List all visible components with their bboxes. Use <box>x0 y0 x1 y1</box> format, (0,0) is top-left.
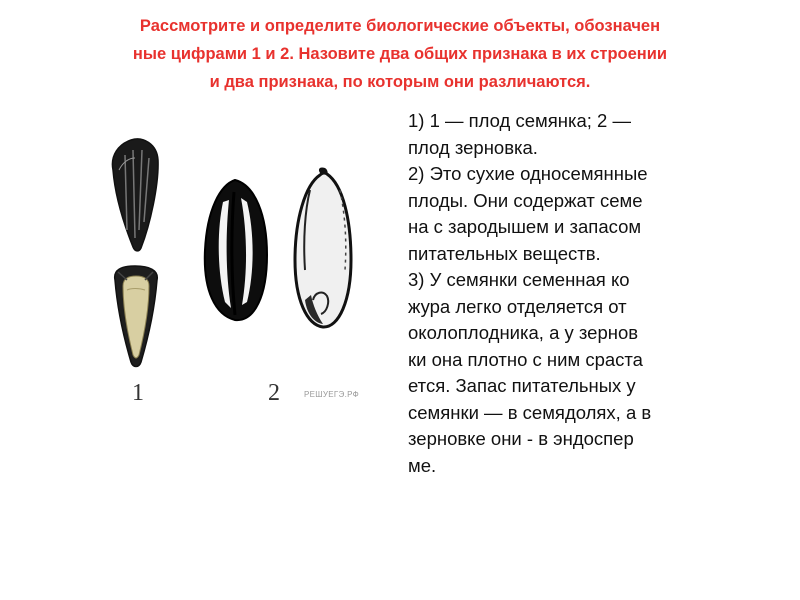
title-line-1: Рассмотрите и определите биологические объекты, обозначен <box>139 17 661 35</box>
achene-cut-drawing <box>115 266 158 367</box>
answer-line-1: 1) 1 — плод семянка; 2 — <box>408 110 631 131</box>
answer-line-7: 3) У семянки семенная ко <box>408 269 630 290</box>
answer-line-12: семянки — в семядолях, а в <box>408 401 652 423</box>
answer-line-4: плоды. Они содержат семе <box>408 189 643 211</box>
answer-line-2: плод зерновка. <box>408 136 538 158</box>
label-caryopsis: 2 <box>268 380 280 406</box>
answer-line-3: 2) Это сухие односемянные <box>408 163 648 184</box>
watermark: РЕШУЕГЭ.РФ <box>304 390 360 399</box>
title-line-3: и два признака, по которым они различаются. <box>209 73 591 91</box>
title-line-2: ные цифрами 1 и 2. Назовите два общих признака в их строении <box>132 45 668 63</box>
seed-figure <box>95 130 385 420</box>
answer-line-11: ется. Запас питательных у <box>408 375 636 396</box>
answer-line-9: околоплодника, а у зернов <box>408 322 639 343</box>
answer-line-13: зерновке они - в эндоспер <box>408 428 634 449</box>
label-achene: 1 <box>132 380 144 406</box>
answer-line-8: жура легко отделяется от <box>408 295 627 317</box>
answer-text <box>408 108 778 479</box>
caryopsis-side-drawing <box>295 167 351 327</box>
answer-line-14: ме. <box>408 454 437 476</box>
answer-line-10: ки она плотно с ним сраста <box>408 348 643 370</box>
achene-whole-drawing <box>112 139 158 251</box>
seed-illustration <box>95 130 385 420</box>
answer-line-5: на с зародышем и запасом <box>408 216 642 237</box>
caryopsis-front-drawing <box>205 180 267 320</box>
slide-title <box>40 12 760 96</box>
answer-line-6: питательных веществ. <box>408 242 601 264</box>
